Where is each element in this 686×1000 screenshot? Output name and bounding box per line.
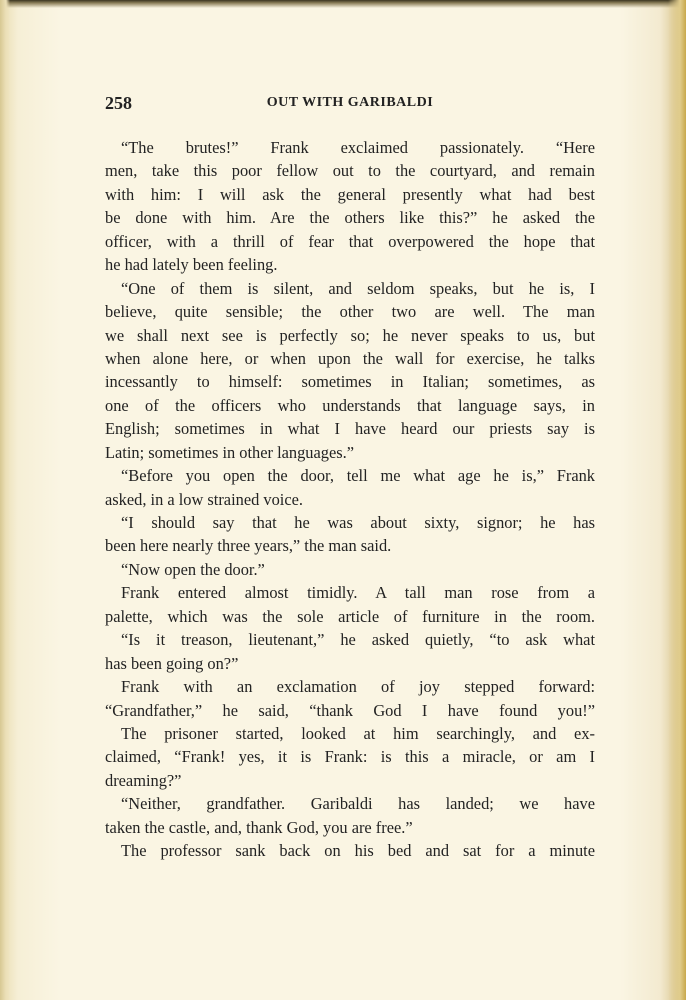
text-line: believe, quite sensible; the other two are well. The man [105,302,595,322]
text-line: “I should say that he was about sixty, signor; he has [121,513,595,532]
running-title: OUT WITH GARIBALDI [266,95,434,110]
text-line: English; sometimes in what I have heard our priests say is [105,419,595,439]
body-text [105,136,595,863]
page-number: 258 [105,93,132,113]
text-line: palette, which was the sole article of furniture in the room. [105,606,595,626]
text-line: incessantly to himself: sometimes in Italian; sometimes, as [105,372,595,392]
text-line: officer, with a thrill of fear that overpowered the hope that [105,231,595,251]
text-line: The professor sank back on his bed and sat for a minute [121,841,595,861]
text-line: Frank with an exclamation of joy stepped forward: [121,677,595,697]
text-line: he had lately been feeling. [105,255,278,275]
text-line: dreaming?” [105,770,182,790]
text-line: with him: I will ask the general presently what had best [105,184,595,204]
text-line: taken the castle, and, thank God, you are free.” [105,817,413,837]
text-line: one of the officers who understands that language says, in [105,395,595,415]
text-line: claimed, “Frank! yes, it is Frank: is this a miracle, or am I [105,747,595,767]
text-line: we shall next see is perfectly so; he never speaks to us, but [105,325,595,345]
text-line: “Before you open the door, tell me what age he is,” Frank [121,466,595,486]
scan-top-shadow [0,0,686,8]
text-line: when alone here, or when upon the wall for exercise, he talks [105,348,595,368]
text-line: “The brutes!” Frank exclaimed passionately. “Here [121,138,595,157]
text-line: The prisoner started, looked at him searchingly, and ex- [121,723,595,743]
text-line: “One of them is silent, and seldom speaks, but he is, I [121,278,595,298]
text-line: be done with him. Are the others like this?” he asked the [105,208,595,228]
text-line: men, take this poor fellow out to the courtyard, and remain [105,161,595,181]
page-right-edge [668,0,686,1000]
text-line: has been going on?” [105,653,239,673]
text-line: “Now open the door.” [121,559,265,579]
text-line: Frank entered almost timidly. A tall man rose from a [121,583,595,603]
text-line: Latin; sometimes in other languages.” [105,442,354,462]
text-line: “Grandfather,” he said, “thank God I have found you!” [105,700,595,720]
text-line: “Is it treason, lieutenant,” he asked quietly, “to ask what [121,630,595,650]
page-header [105,93,595,119]
text-line: “Neither, grandfather. Garibaldi has landed; we have [121,794,595,814]
text-line: been here nearly three years,” the man said. [105,536,392,556]
page-left-edge [0,0,10,1000]
text-line: asked, in a low strained voice. [105,489,303,509]
